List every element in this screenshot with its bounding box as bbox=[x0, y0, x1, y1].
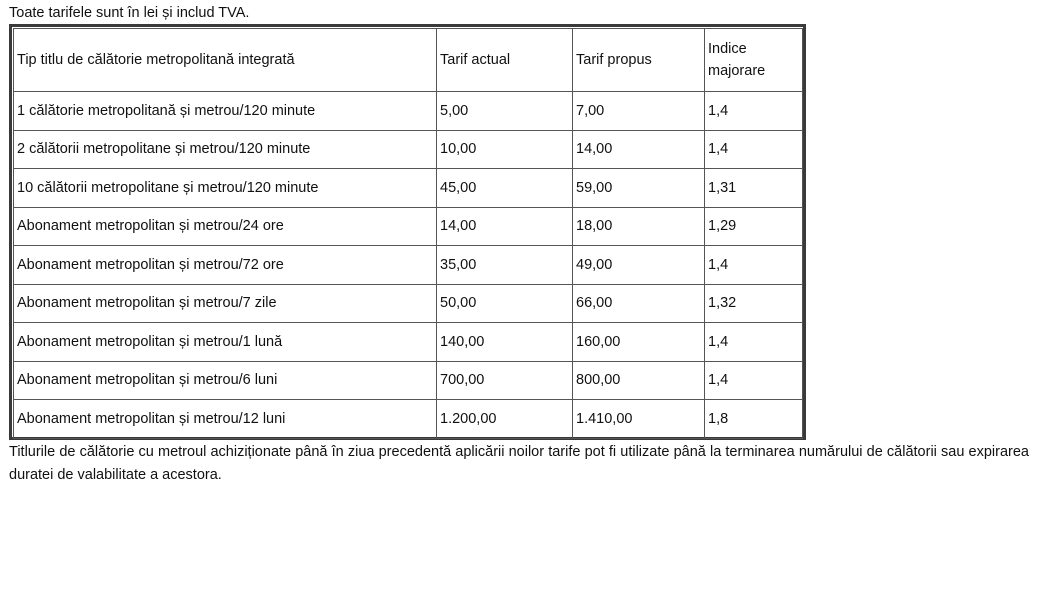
cell-proposed-fare: 59,00 bbox=[573, 169, 705, 208]
cell-ticket-type: Abonament metropolitan și metrou/24 ore bbox=[14, 207, 437, 246]
cell-increase-index: 1,31 bbox=[705, 169, 803, 208]
header-proposed-fare: Tarif propus bbox=[573, 29, 705, 92]
table-row bbox=[14, 323, 803, 362]
header-increase-index: Indice majorare bbox=[705, 29, 803, 92]
table-row bbox=[14, 246, 803, 285]
cell-increase-index: 1,4 bbox=[705, 92, 803, 131]
cell-current-fare: 700,00 bbox=[437, 361, 573, 400]
cell-current-fare: 35,00 bbox=[437, 246, 573, 285]
cell-increase-index: 1,4 bbox=[705, 246, 803, 285]
cell-ticket-type: Abonament metropolitan și metrou/6 luni bbox=[14, 361, 437, 400]
cell-current-fare: 10,00 bbox=[437, 130, 573, 169]
cell-current-fare: 1.200,00 bbox=[437, 400, 573, 439]
cell-increase-index: 1,4 bbox=[705, 130, 803, 169]
cell-ticket-type: Abonament metropolitan și metrou/72 ore bbox=[14, 246, 437, 285]
validity-note: Titlurile de călătorie cu metroul achiziționate până în ziua precedentă aplicării noilor tarife pot fi utilizate până la terminarea numărului de călătorii sau expirarea duratei de valabilitate a acestora. bbox=[9, 444, 1029, 483]
cell-increase-index: 1,8 bbox=[705, 400, 803, 439]
cell-current-fare: 140,00 bbox=[437, 323, 573, 362]
tariff-table-frame bbox=[9, 24, 806, 440]
table-row bbox=[14, 207, 803, 246]
table-row bbox=[14, 92, 803, 131]
cell-increase-index: 1,32 bbox=[705, 284, 803, 323]
table-row bbox=[14, 400, 803, 439]
table-row bbox=[14, 130, 803, 169]
table-row bbox=[14, 284, 803, 323]
cell-ticket-type: Abonament metropolitan și metrou/12 luni bbox=[14, 400, 437, 439]
cell-proposed-fare: 160,00 bbox=[573, 323, 705, 362]
cell-proposed-fare: 1.410,00 bbox=[573, 400, 705, 439]
cell-increase-index: 1,4 bbox=[705, 323, 803, 362]
table-row bbox=[14, 169, 803, 208]
cell-increase-index: 1,29 bbox=[705, 207, 803, 246]
cell-proposed-fare: 18,00 bbox=[573, 207, 705, 246]
table-header-row bbox=[14, 29, 803, 92]
cell-ticket-type: 10 călătorii metropolitane și metrou/120 minute bbox=[14, 169, 437, 208]
cell-ticket-type: Abonament metropolitan și metrou/7 zile bbox=[14, 284, 437, 323]
cell-proposed-fare: 49,00 bbox=[573, 246, 705, 285]
cell-proposed-fare: 14,00 bbox=[573, 130, 705, 169]
cell-current-fare: 50,00 bbox=[437, 284, 573, 323]
intro-text: Toate tarifele sunt în lei și includ TVA. bbox=[9, 5, 250, 21]
cell-proposed-fare: 800,00 bbox=[573, 361, 705, 400]
cell-ticket-type: Abonament metropolitan și metrou/1 lună bbox=[14, 323, 437, 362]
cell-current-fare: 5,00 bbox=[437, 92, 573, 131]
cell-current-fare: 14,00 bbox=[437, 207, 573, 246]
tariff-table bbox=[13, 28, 803, 439]
cell-proposed-fare: 66,00 bbox=[573, 284, 705, 323]
cell-increase-index: 1,4 bbox=[705, 361, 803, 400]
table-row bbox=[14, 361, 803, 400]
cell-ticket-type: 1 călătorie metropolitană și metrou/120 minute bbox=[14, 92, 437, 131]
cell-ticket-type: 2 călătorii metropolitane și metrou/120 minute bbox=[14, 130, 437, 169]
cell-proposed-fare: 7,00 bbox=[573, 92, 705, 131]
header-ticket-type: Tip titlu de călătorie metropolitană integrată bbox=[14, 29, 437, 92]
cell-current-fare: 45,00 bbox=[437, 169, 573, 208]
header-current-fare: Tarif actual bbox=[437, 29, 573, 92]
